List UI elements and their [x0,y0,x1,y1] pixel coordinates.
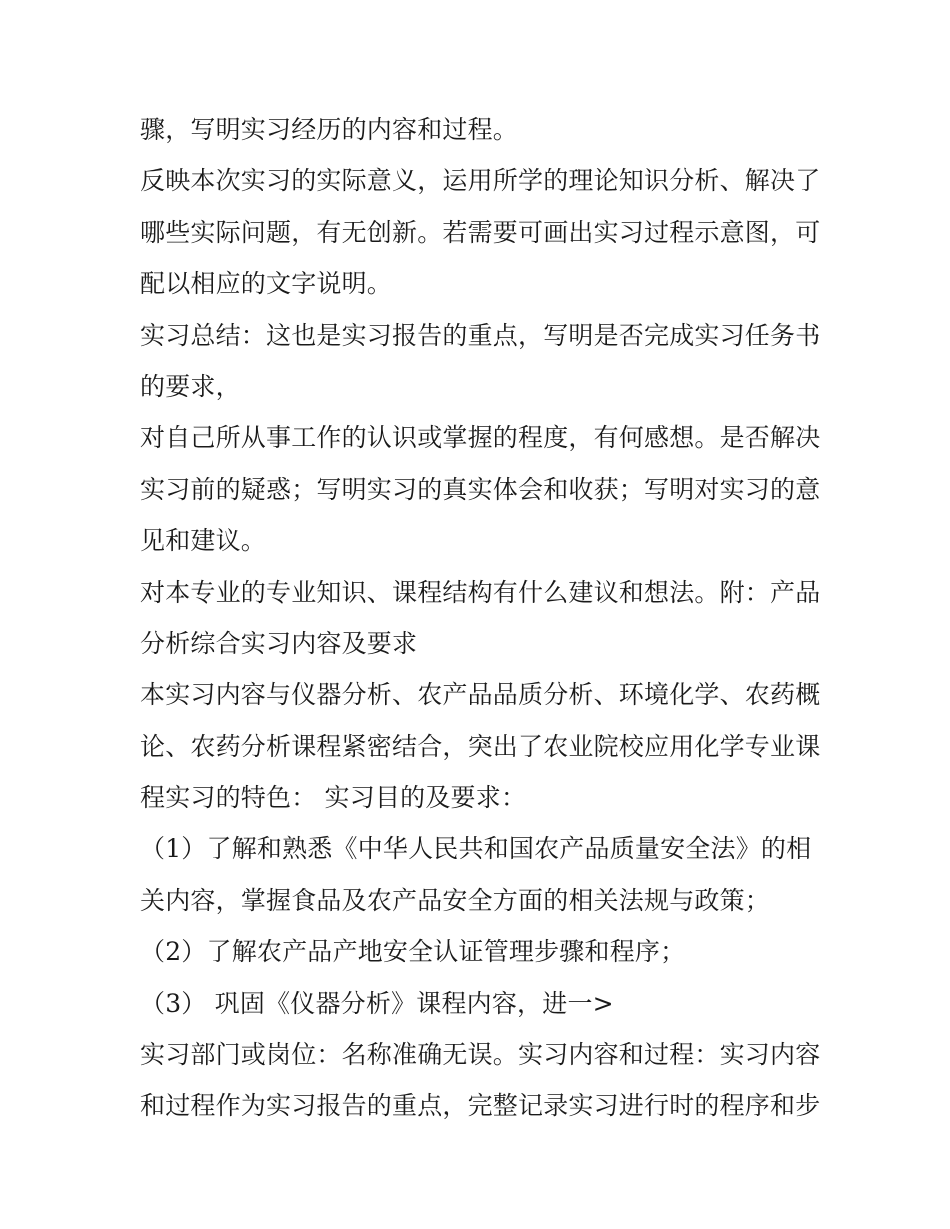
text-line: 关内容，掌握食品及农产品安全方面的相关法规与政策； [140,885,771,915]
text-line: （2）了解农产品产地安全认证管理步骤和程序； [140,937,686,967]
text-line: 骤，写明实习经历的内容和过程。 [140,115,519,144]
text-line: 分析综合实习内容及要求 [140,628,418,658]
text-line: 论、农药分析课程紧密结合，突出了农业院校应用化学专业课 [140,731,821,761]
text-line: 对自己所从事工作的认识或掌握的程度，有何感想。是否解决 [140,423,821,453]
text-line: 对本专业的专业知识、课程结构有什么建议和想法。附：产品 [140,577,821,607]
text-line: （3） 巩固《仪器分析》课程内容，进一> [140,988,614,1018]
text-line: 实习总结：这也是实习报告的重点，写明是否完成实习任务书 [140,320,821,350]
text-line: 程实习的特色： 实习目的及要求： [140,783,527,813]
text-line: （1）了解和熟悉《中华人民共和国农产品质量安全法》的相 [140,834,812,864]
text-line: 和过程作为实习报告的重点，完整记录实习进行时的程序和步 [140,1091,821,1121]
text-line: 见和建议。 [140,526,267,556]
text-line: 配以相应的文字说明。 [140,269,393,299]
document-body [140,104,820,1132]
text-line: 实习前的疑惑；写明实习的真实体会和收获；写明对实习的意 [140,474,821,504]
text-line: 哪些实际问题，有无创新。若需要可画出实习过程示意图，可 [140,217,821,247]
text-line: 反映本次实习的实际意义，运用所学的理论知识分析、解决了 [140,166,821,196]
text-line: 的要求， [140,371,241,401]
text-line: 实习部门或岗位：名称准确无误。实习内容和过程：实习内容 [140,1040,821,1070]
text-line: 本实习内容与仪器分析、农产品品质分析、环境化学、农药概 [140,680,821,710]
